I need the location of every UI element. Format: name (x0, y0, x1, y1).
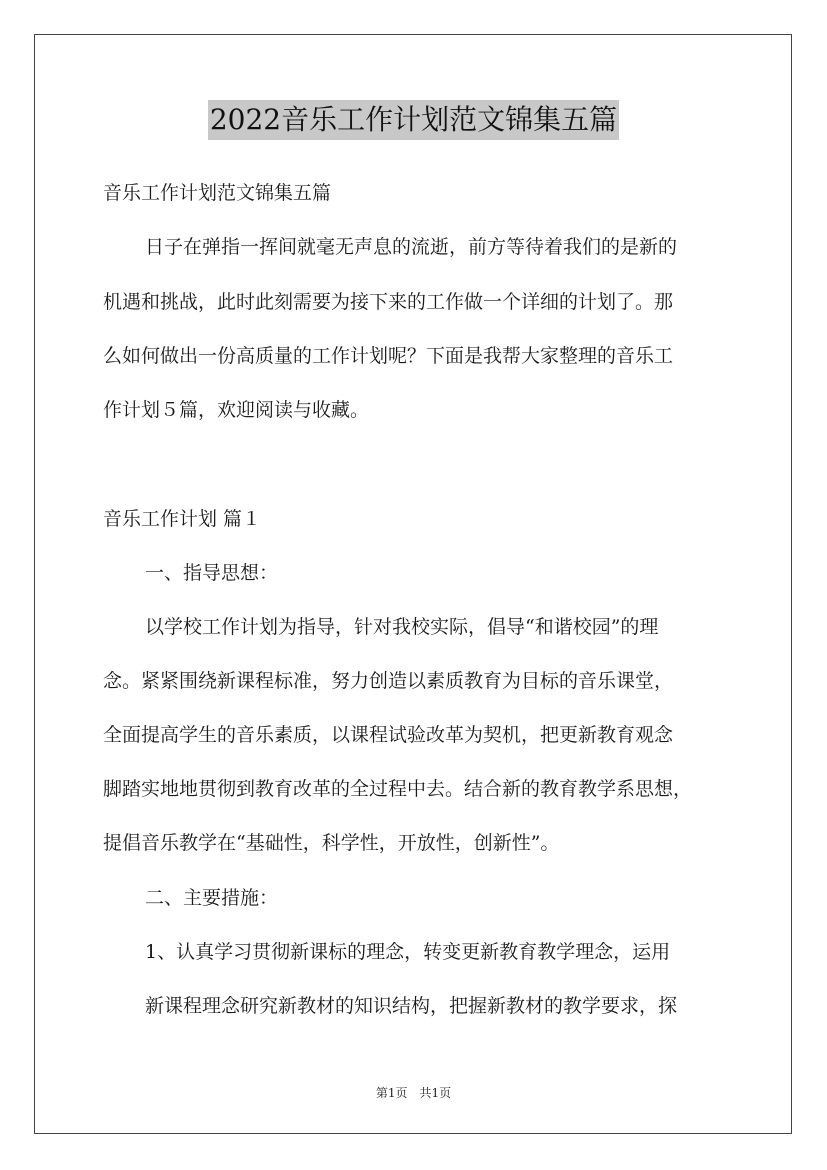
part-2-line-2: 新课程理念研究新教材的知识结构，把握新教材的教学要求，探 (145, 995, 678, 1017)
part-2-heading: 二、主要措施： (145, 887, 279, 909)
document-title: 2022音乐工作计划范文锦集五篇 (208, 100, 619, 140)
page-footer: 第1页 共1页 (375, 1086, 452, 1100)
part-1-line-1: 以学校工作计划为指导，针对我校实际，倡导“和谐校园”的理 (145, 616, 659, 638)
intro-line-4: 作计划５篇，欢迎阅读与收藏。 (103, 399, 370, 421)
document-subtitle: 音乐工作计划范文锦集五篇 (103, 182, 332, 204)
intro-line-1: 日子在弹指一挥间就毫无声息的流逝，前方等待着我们的是新的 (145, 236, 678, 258)
intro-line-2: 机遇和挑战，此时此刻需要为接下来的工作做一个详细的计划了。那 (103, 291, 674, 313)
part-1-heading: 一、指导思想： (145, 562, 279, 584)
part-1-line-2: 念。紧紧围绕新课程标准，努力创造以素质教育为目标的音乐课堂， (103, 670, 674, 692)
part-1-line-5: 提倡音乐教学在“基础性，科学性，开放性，创新性”。 (103, 832, 560, 854)
title-wrap (0, 100, 827, 140)
section-1-heading: 音乐工作计划 篇１ (103, 508, 262, 530)
part-2-line-1: 1、认真学习贯彻新课标的理念，转变更新教育教学理念，运用 (145, 941, 671, 963)
part-1-line-4: 脚踏实地地贯彻到教育改革的全过程中去。结合新的教育教学系思想， (103, 778, 693, 800)
intro-line-3: 么如何做出一份高质量的工作计划呢？下面是我帮大家整理的音乐工 (103, 345, 674, 367)
part-1-line-3: 全面提高学生的音乐素质，以课程试验改革为契机，把更新教育观念 (103, 724, 674, 746)
